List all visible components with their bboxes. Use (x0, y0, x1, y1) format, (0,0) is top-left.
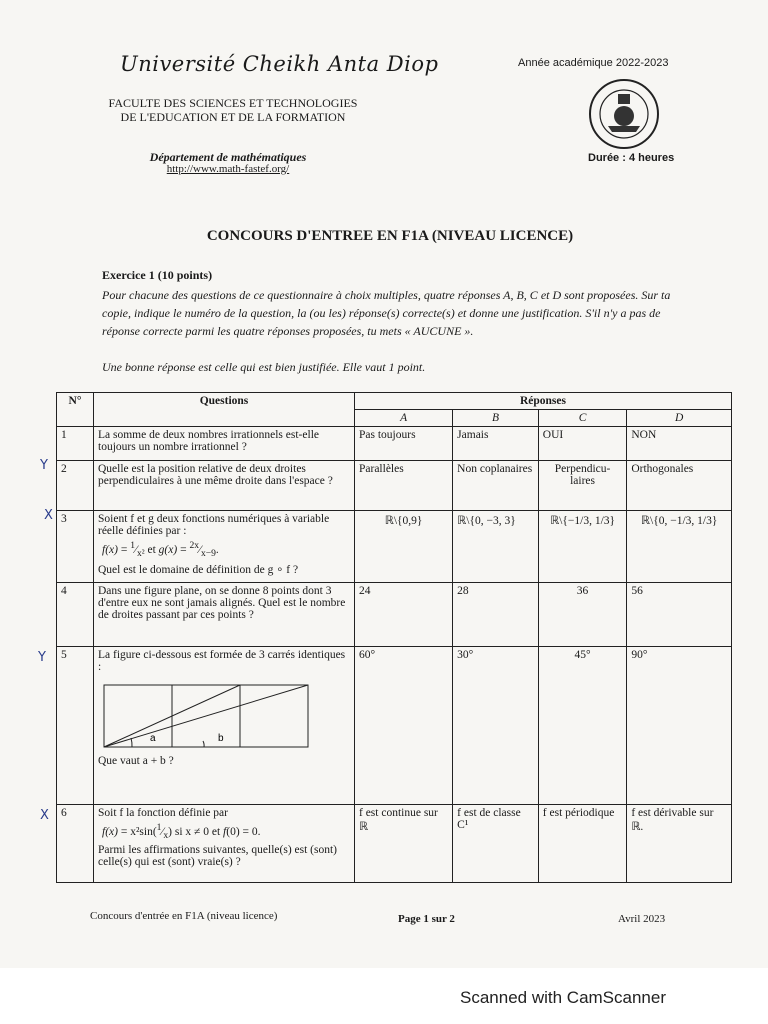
three-squares-figure (102, 681, 312, 751)
answer-b: f est de classe C¹ (453, 805, 539, 883)
answer-b: ℝ\{0, −3, 3} (453, 511, 539, 583)
answer-c: OUI (538, 427, 627, 461)
footer-left: Concours d'entrée en F1A (niveau licence) (90, 910, 278, 922)
department-name: Département de mathématiques (149, 150, 307, 164)
answer-c: 45° (538, 647, 627, 805)
answer-d: ℝ\{0, −1/3, 1/3} (627, 511, 732, 583)
answer-d: f est dérivable sur ℝ. (627, 805, 732, 883)
table-row (57, 427, 732, 461)
answer-b: Jamais (453, 427, 539, 461)
angle-a-label: a (150, 733, 156, 744)
question-text: Quelle est la position relative de deux droites perpendiculaires à une même droite dans l'espace ? (94, 461, 355, 511)
answer-d: 90° (627, 647, 732, 805)
choice-a-header: A (355, 410, 453, 427)
question-text: Soient f et g deux fonctions numériques à variable réelle définies par : (98, 513, 330, 537)
table-row (57, 511, 732, 583)
exercise-heading: Exercice 1 (10 points) (102, 268, 213, 282)
answer-c: Perpendicu-laires (538, 461, 627, 511)
answer-b: Non coplanaires (453, 461, 539, 511)
footer-page-number: Page 1 sur 2 (398, 913, 455, 925)
question-text: La somme de deux nombres irrationnels est-elle toujours un nombre irrationnel ? (94, 427, 355, 461)
university-name: Université Cheikh Anta Diop (120, 52, 439, 76)
exercise-grading: Une bonne réponse est celle qui est bien justifiée. Elle vaut 1 point. (102, 360, 426, 374)
table-row (57, 461, 732, 511)
faculty-name: FACULTE DES SCIENCES ET TECHNOLOGIES DE L'EDUCATION ET DE LA FORMATION (108, 96, 358, 124)
university-seal-icon (588, 78, 660, 150)
question-cell (94, 805, 355, 883)
answer-c: 36 (538, 583, 627, 647)
table-header-row (57, 393, 732, 410)
header-questions: Questions (94, 393, 355, 427)
answer-a: 60° (355, 647, 453, 805)
row-number: 3 (57, 511, 94, 583)
angle-b-label: b (218, 733, 224, 744)
department-website: http://www.math-fastef.org/ (166, 163, 290, 175)
row-number: 2 (57, 461, 94, 511)
answer-d: Orthogonales (627, 461, 732, 511)
question-text: Soit f la fonction définie par (98, 807, 228, 819)
answer-a: Pas toujours (355, 427, 453, 461)
exercise-instructions: Pour chacune des questions de ce questionnaire à choix multiples, quatre réponses A, B, C et D sont proposées. Sur ta copie, indique le numéro de la question, la (ou les) réponse(s) correcte(s) et donne une justification. S'il n'y a pas de réponse correcte parmi les quatre réponses proposées, tu mets « AUCUNE ». (102, 288, 671, 338)
choice-b-header: B (453, 410, 539, 427)
margin-mark-row3: X (44, 508, 53, 523)
header-reponses: Réponses (355, 393, 732, 410)
exam-title: CONCOURS D'ENTREE EN F1A (NIVEAU LICENCE) (206, 228, 574, 244)
question-cell (94, 511, 355, 583)
answer-a: 24 (355, 583, 453, 647)
answer-a: f est continue sur ℝ (355, 805, 453, 883)
margin-mark-row5: Y (38, 650, 46, 665)
table-row (57, 583, 732, 647)
margin-mark-row2: Y (40, 458, 48, 473)
function-definitions: $f(x) = ^1⁄_{x^2}$ et $g(x) = ^{2x}⁄_{x-9}$. (102, 540, 219, 560)
table-row (57, 647, 732, 805)
question-text-2: Quel est le domaine de définition de g ∘ f ? (98, 564, 299, 577)
question-text: La figure ci-dessous est formée de 3 carrés identiques : (98, 649, 346, 673)
row-number: 1 (57, 427, 94, 461)
answer-c: f est périodique (538, 805, 627, 883)
question-text-2: Parmi les affirmations suivantes, quelle(s) est (sont) celle(s) qui est (sont) vraie(s) ? (98, 844, 338, 869)
row-number: 5 (57, 647, 94, 805)
choice-c-header: C (538, 410, 627, 427)
footer-date: Avril 2023 (618, 913, 666, 925)
exam-duration: Durée : 4 heures (588, 152, 675, 164)
answer-b: 28 (453, 583, 539, 647)
function-formula: $f(x) = x^2\sin(^1⁄_x)$ si x ≠ 0 et f(0) = 0. (102, 822, 261, 842)
answer-a: ℝ\{0,9} (355, 511, 453, 583)
choice-d-header: D (627, 410, 732, 427)
answer-d: 56 (627, 583, 732, 647)
question-text: Dans une figure plane, on se donne 8 points dont 3 d'entre eux ne sont jamais alignés. Quel est le nombre de droites passant par ces points ? (94, 583, 355, 647)
scanner-watermark: Scanned with CamScanner (460, 988, 667, 1007)
header-no: N° (57, 393, 94, 427)
answer-c: ℝ\{−1/3, 1/3} (538, 511, 627, 583)
margin-mark-row6: X (40, 808, 49, 823)
table-row (57, 805, 732, 883)
answer-b: 30° (453, 647, 539, 805)
academic-year: Année académique 2022-2023 (518, 57, 669, 69)
question-cell (94, 647, 355, 805)
answer-a: Parallèles (355, 461, 453, 511)
questions-table (56, 392, 732, 883)
row-number: 6 (57, 805, 94, 883)
answer-d: NON (627, 427, 732, 461)
row-number: 4 (57, 583, 94, 647)
question-text-2: Que vaut a + b ? (98, 755, 174, 767)
